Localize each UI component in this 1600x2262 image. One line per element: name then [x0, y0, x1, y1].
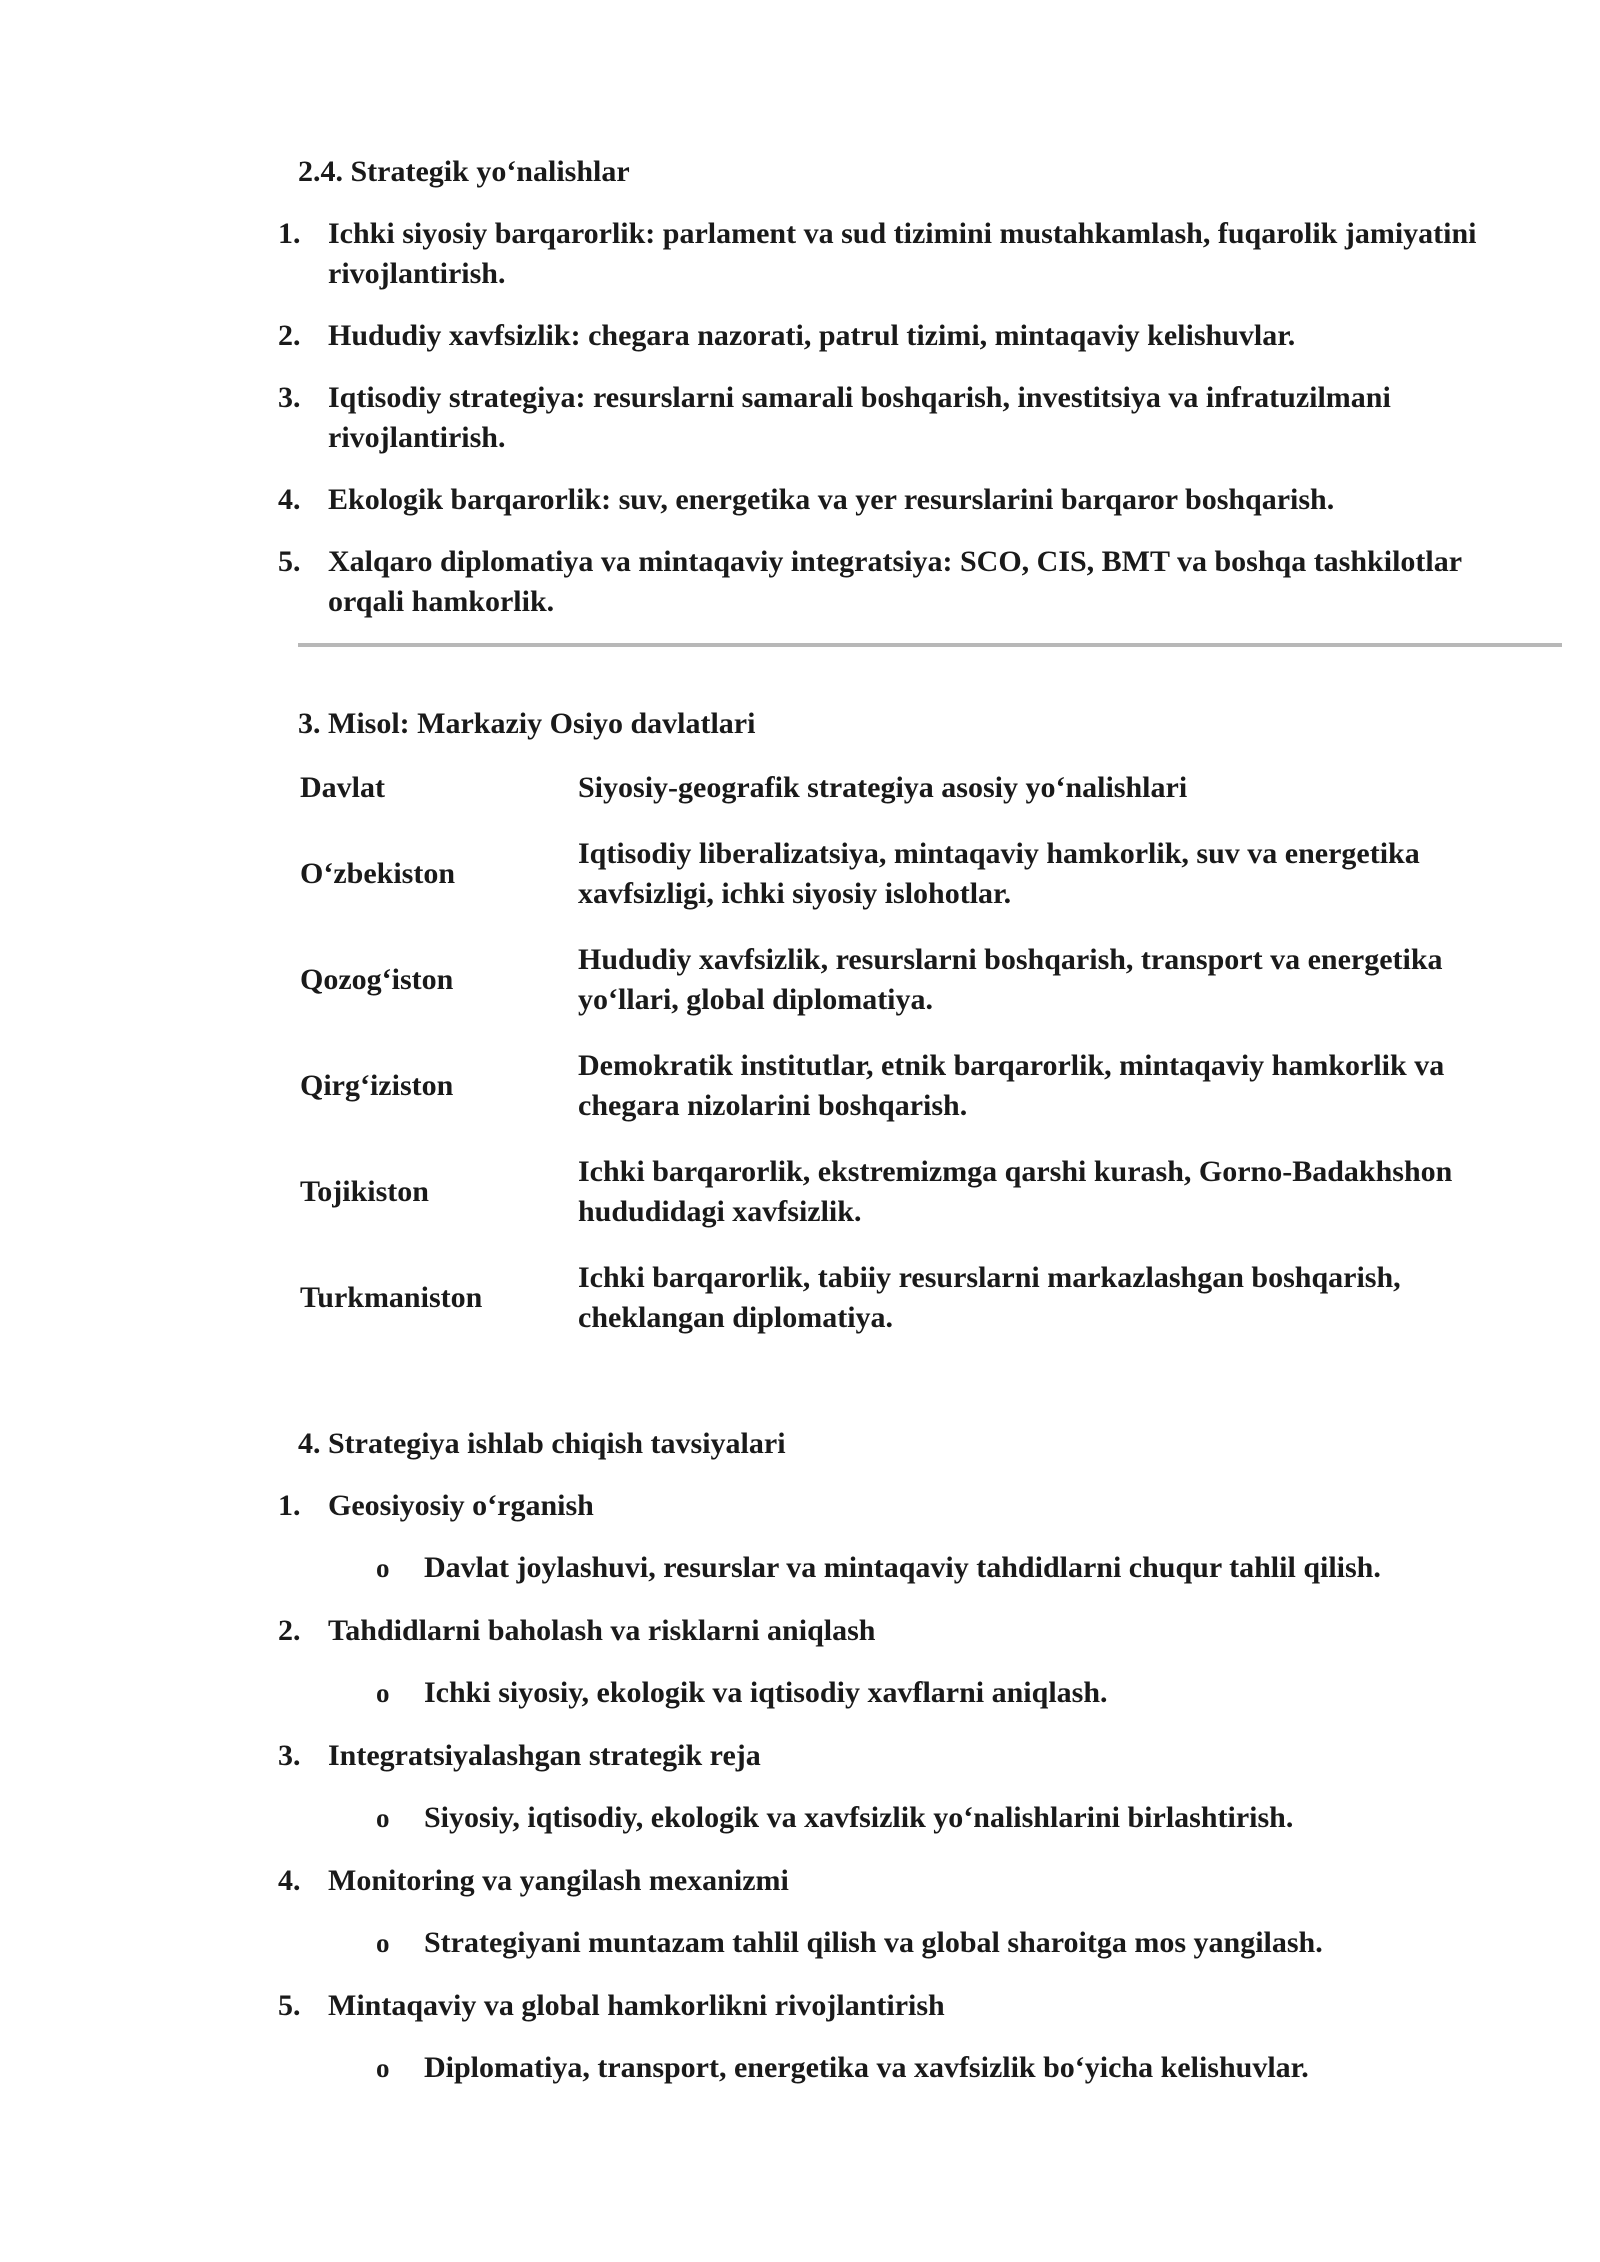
list-text: Monitoring va yangilash mexanizmi	[328, 1864, 789, 1897]
list-item	[278, 378, 1528, 458]
list-number: 3.	[278, 1739, 301, 1772]
sub-list-item	[376, 1548, 1526, 1588]
bullet-marker: o	[376, 1553, 390, 1583]
list-text: Mintaqaviy va global hamkorlikni rivojlantirish	[328, 1989, 945, 2022]
list-text: Hududiy xavfsizlik: chegara nazorati, patrul tizimi, mintaqaviy kelishuvlar.	[328, 319, 1296, 352]
list-number: 1.	[278, 217, 301, 250]
list-item	[278, 1611, 1528, 1651]
sub-list-text: Strategiyani muntazam tahlil qilish va global sharoitga mos yangilash.	[424, 1926, 1323, 1959]
table-cell-country: O‘zbekiston	[300, 857, 456, 890]
list-item	[278, 1861, 1528, 1901]
list-text: Iqtisodiy strategiya: resurslarni samarali boshqarish, investitsiya va infratuzilmani rivojlantirish.	[328, 381, 1391, 454]
list-text: Geosiyosiy o‘rganish	[328, 1489, 594, 1522]
section-3-title: 3. Misol: Markaziy Osiyo davlatlari	[298, 707, 756, 740]
list-item	[278, 1986, 1528, 2026]
sub-list-item	[376, 1798, 1526, 1838]
sub-list-text: Ichki siyosiy, ekologik va iqtisodiy xavflarni aniqlash.	[424, 1676, 1108, 1709]
list-item	[278, 480, 1528, 520]
list-item	[278, 1486, 1528, 1526]
sub-list-item	[376, 1923, 1526, 1963]
table-cell-strategy: Hududiy xavfsizlik, resurslarni boshqarish, transport va energetika yo‘llari, global diplomatiya.	[578, 943, 1443, 1016]
section-2-4-title: 2.4. Strategik yo‘nalishlar	[298, 155, 630, 188]
list-text: Tahdidlarni baholash va risklarni aniqlash	[328, 1614, 876, 1647]
list-number: 5.	[278, 1989, 301, 2022]
sub-list-item	[376, 1673, 1526, 1713]
list-number: 3.	[278, 381, 301, 414]
bullet-marker: o	[376, 1803, 390, 1833]
bullet-marker: o	[376, 1928, 390, 1958]
table-cell-country: Qirg‘iziston	[300, 1069, 454, 1102]
table-header-strategy: Siyosiy-geografik strategiya asosiy yo‘nalishlari	[578, 771, 1188, 804]
list-text: Ichki siyosiy barqarorlik: parlament va sud tizimini mustahkamlash, fuqarolik jamiyatini rivojlantirish.	[328, 217, 1477, 290]
sub-list-item	[376, 2048, 1526, 2088]
list-item	[278, 542, 1528, 622]
table-cell-country: Turkmaniston	[300, 1281, 483, 1314]
table-cell-country: Qozog‘iston	[300, 963, 454, 996]
sub-list-text: Diplomatiya, transport, energetika va xavfsizlik bo‘yicha kelishuvlar.	[424, 2051, 1309, 2084]
bullet-marker: o	[376, 1678, 390, 1708]
list-number: 4.	[278, 1864, 301, 1897]
bullet-marker: o	[376, 2053, 390, 2083]
table-cell-strategy: Iqtisodiy liberalizatsiya, mintaqaviy hamkorlik, suv va energetika xavfsizligi, ichki siyosiy islohotlar.	[578, 837, 1420, 910]
list-text: Xalqaro diplomatiya va mintaqaviy integratsiya: SCO, CIS, BMT va boshqa tashkilotlar orqali hamkorlik.	[328, 545, 1462, 618]
list-number: 2.	[278, 1614, 301, 1647]
list-number: 4.	[278, 483, 301, 516]
list-number: 1.	[278, 1489, 301, 1522]
table-cell-strategy: Demokratik institutlar, etnik barqarorlik, mintaqaviy hamkorlik va chegara nizolarini boshqarish.	[578, 1049, 1445, 1122]
list-number: 2.	[278, 319, 301, 352]
list-item	[278, 214, 1528, 294]
list-item	[278, 316, 1528, 356]
table-header-country: Davlat	[300, 771, 385, 804]
table-cell-country: Tojikiston	[300, 1175, 429, 1208]
list-number: 5.	[278, 545, 301, 578]
table-cell-strategy: Ichki barqarorlik, tabiiy resurslarni markazlashgan boshqarish, cheklangan diplomatiya.	[578, 1261, 1401, 1334]
list-text: Integratsiyalashgan strategik reja	[328, 1739, 761, 1772]
horizontal-divider	[298, 643, 1562, 647]
list-item	[278, 1736, 1528, 1776]
sub-list-text: Davlat joylashuvi, resurslar va mintaqaviy tahdidlarni chuqur tahlil qilish.	[424, 1551, 1381, 1584]
section-4-title: 4. Strategiya ishlab chiqish tavsiyalari	[298, 1427, 786, 1460]
list-text: Ekologik barqarorlik: suv, energetika va yer resurslarini barqaror boshqarish.	[328, 483, 1335, 516]
sub-list-text: Siyosiy, iqtisodiy, ekologik va xavfsizlik yo‘nalishlarini birlashtirish.	[424, 1801, 1294, 1834]
table-cell-strategy: Ichki barqarorlik, ekstremizmga qarshi kurash, Gorno-Badakhshon hududidagi xavfsizlik.	[578, 1155, 1453, 1228]
